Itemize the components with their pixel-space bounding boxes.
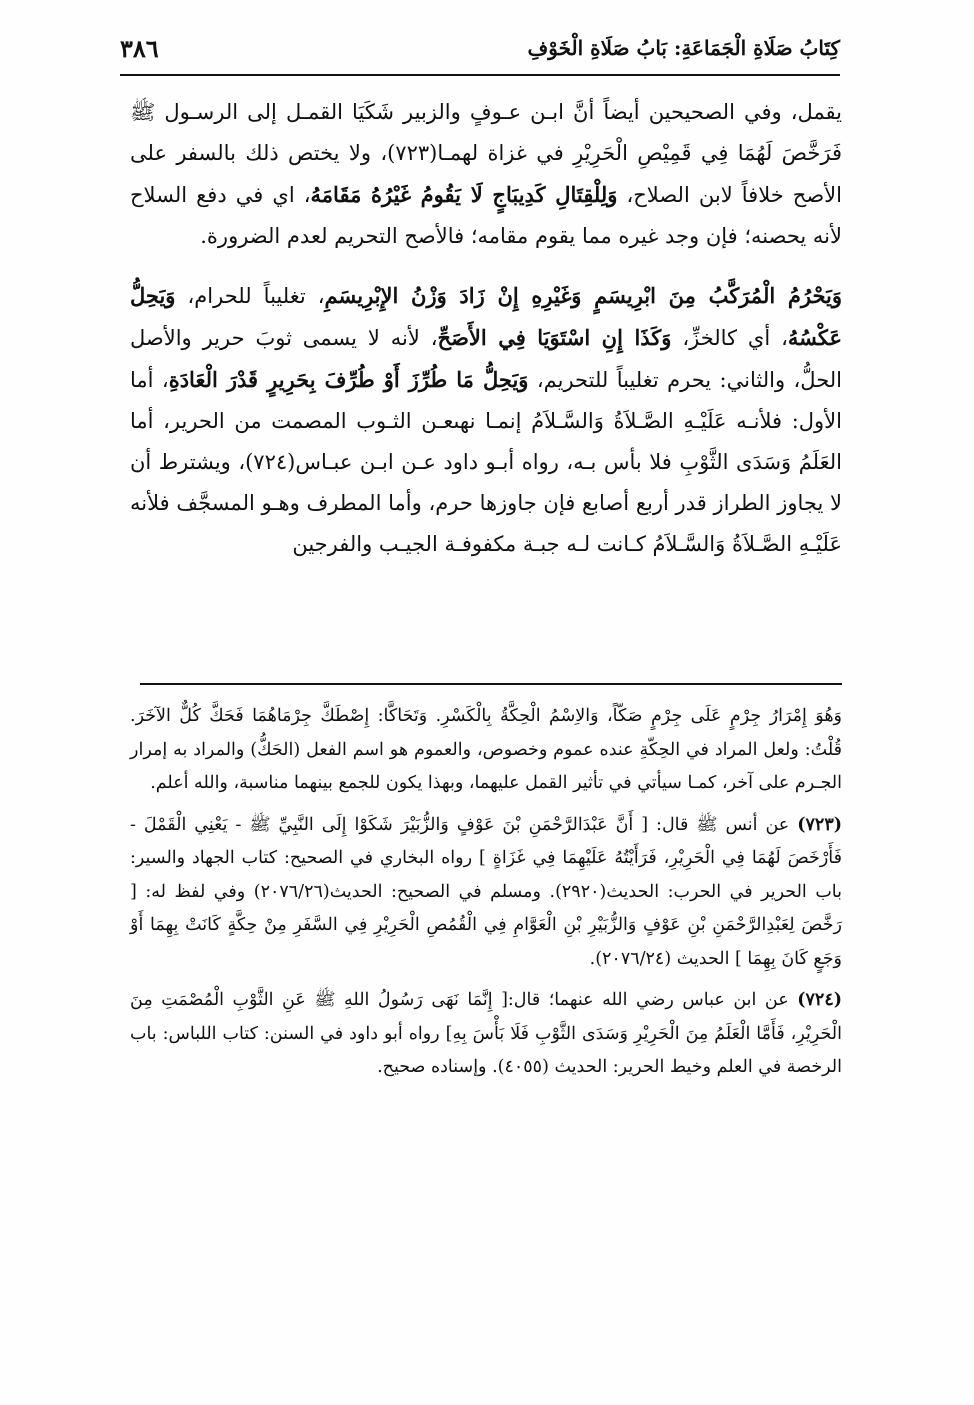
footnote-separator [140,683,842,685]
footnote-text: عن ابن عباس رضي الله عنهما؛ قال:[ إِنَّمَا نَهَى رَسُولُ اللهِ ﷺ عَنِ الثَّوْبِ الْمُصْمَتِ مِنَ الْحَرِيْرِ، فَأَمَّا الْعَلَمُ مِنَ الْحَرِيْرِ وَسَدَى الثَّوْبِ فَلَا بَأْسَ بِهِ] رواه أبو داود في السنن: كتاب اللباس: باب الرخصة في العلم وخيط الحرير: الحديث (٤٠٥٥). وإسناده صحيح. [130,990,842,1077]
matn-text: وَكَذَا إِنِ اسْتَوَيَا فِي الأَصَحِّ [437,325,672,350]
text-span: فَرَخَّصَ لَهُمَا فِي قَمِيْصِ الْحَرِيْرِ [573,141,843,165]
footnote [130,984,842,1085]
main-paragraph [130,92,842,257]
text-span: في غزاة لهمـا(٧٢٣)، ولا يختص ذلك بالسفر على الأصح خلافاً لابن الصلاح، [130,141,842,207]
footnote-continuation: وَهُوَ إِمْرَارُ جِرْمٍ عَلَى جِرْمٍ صَكّاً، وَالاِسْمُ الْحِكَّةُ بِالْكَسْرِ. وَتَحَاكَّا: إِصْطَكَّ جِرْمَاهُمَا فَحَكَّ كُلٌّ الآخَرَ. قُلْتُ: ولعل المراد في الحِكّةِ عنده عموم وخصوص، والعموم هو اسم الفعل (الحَكُّ) والمراد به إمرار الجـرم على آخر، كمـا سيأتي في تأثير القمل عليهما، وبهذا يكون للجمع بينهما مناسبة، والله أعلم. [130,706,842,793]
running-header [120,34,840,76]
page-number: ٣٨٦ [120,34,159,63]
footnote-number: (٧٢٤) [797,990,842,1010]
footnote-text: عن أنس ﷺ قال: [ أَنَّ عَبْدَالرَّحْمَنِ بْنَ عَوْفٍ وَالزُّبَيْرَ شَكَوْا إِلَى النَّبِيِّ ﷺ - يَعْنِي الْقَمْلَ - فَأَرْخَصَ لَهُمَا فِي الْحَرِيْرِ، فَرَأَيْتُهُ عَلَيْهِمَا فِي غَزَاةٍ ] رواه البخاري في الصحيح: كتاب الجهاد والسير: باب الحرير في الحرب: الحديث(٢٩٢٠). ومسلم في الصحيح: الحديث(٢٠٧٦/٢٦) وفي لفظ له: [ رَخَّصَ لِعَبْدِالرَّحْمَنِ بْنِ عَوْفٍ وَالزُّبَيْرِ بْنِ الْعَوَّامِ فِي الْقُمُصِ الْحَرِيْرِ فِي السَّفَرِ مِنْ حِكَّةٍ كَانَتْ بِهِمَا أَوْ وَجَعٍ كَانَ بِهِمَا ] الحديث (٢٠٧٦/٢٤). [130,814,842,969]
text-span: ، تغليباً للحرام، [175,284,325,308]
matn-text: وَيَحِلُّ عَكْسُهُ [130,283,842,350]
text-span: ، أي كالخزِّ، [671,326,788,350]
footnotes [130,700,842,1085]
matn-text: وَيَحِلُّ مَا طُرِّزَ أَوْ طُرِّفَ بِحَرِيرٍ قَدْرَ الْعَادَةِ [168,367,529,392]
footnote-number: (٧٢٣) [797,814,842,835]
running-title: كِتَابُ صَلَاةِ الْجَمَاعَةِ: بَابُ صَلَاةِ الْخَوْفِ [527,36,840,60]
matn-text: وَلِلْقِتَالِ كَدِيبَاجٍ لَا يَقُومُ غَيْرُهُ مَقَامَهُ [310,182,618,207]
main-paragraph [130,275,842,565]
footnote [130,809,842,977]
text-span: ، لأنه لا يسمى ثوبَ حرير والأصل الحلُّ، والثاني: يحرم تغليباً للتحريم، [130,326,842,392]
matn-text: وَيَحْرُمُ الْمُرَكَّبُ مِنَ ابْرِيسَمٍ وَغَيْرِهِ إِنْ زَادَ وَزْنُ الإِبْرِيسَمِ [324,283,842,308]
text-span: يقمل، وفي الصحيحين أيضاً أنَّ ابـن عـوفٍ والزبير شَكَيَا القمـل إلى الرسـول ﷺ [130,100,842,124]
text-span: ، أما الأول: فلأنـه عَلَيْـهِ الصَّـلاَةُ وَالسَّـلاَمُ إنمـا نهىعـن الثـوب المصمت من الحرير، أما العَلَمُ وَسَدَى الثَّوْبِ فلا بأس بـه، رواه أبـو داود عـن ابـن عبـاس(٧٢٤)، ويشترط أن لا يجاوز الطراز قدر أربع أصابع فإن جاوزها حرم، وأما المطرف وهـو المسجَّف فلأنه عَلَيْـهِ الصَّـلاَةُ وَالسَّـلاَمُ كـانت لـه جبـة مكفوفـة الجيـب والفرجين [130,368,842,556]
main-text [130,92,842,565]
text-span: ، اي في دفع السلاح لأنه يحصنه؛ فإن وجد غيره مما يقوم مقامه؛ فالأصح التحريم لعدم الضرورة. [130,183,842,248]
